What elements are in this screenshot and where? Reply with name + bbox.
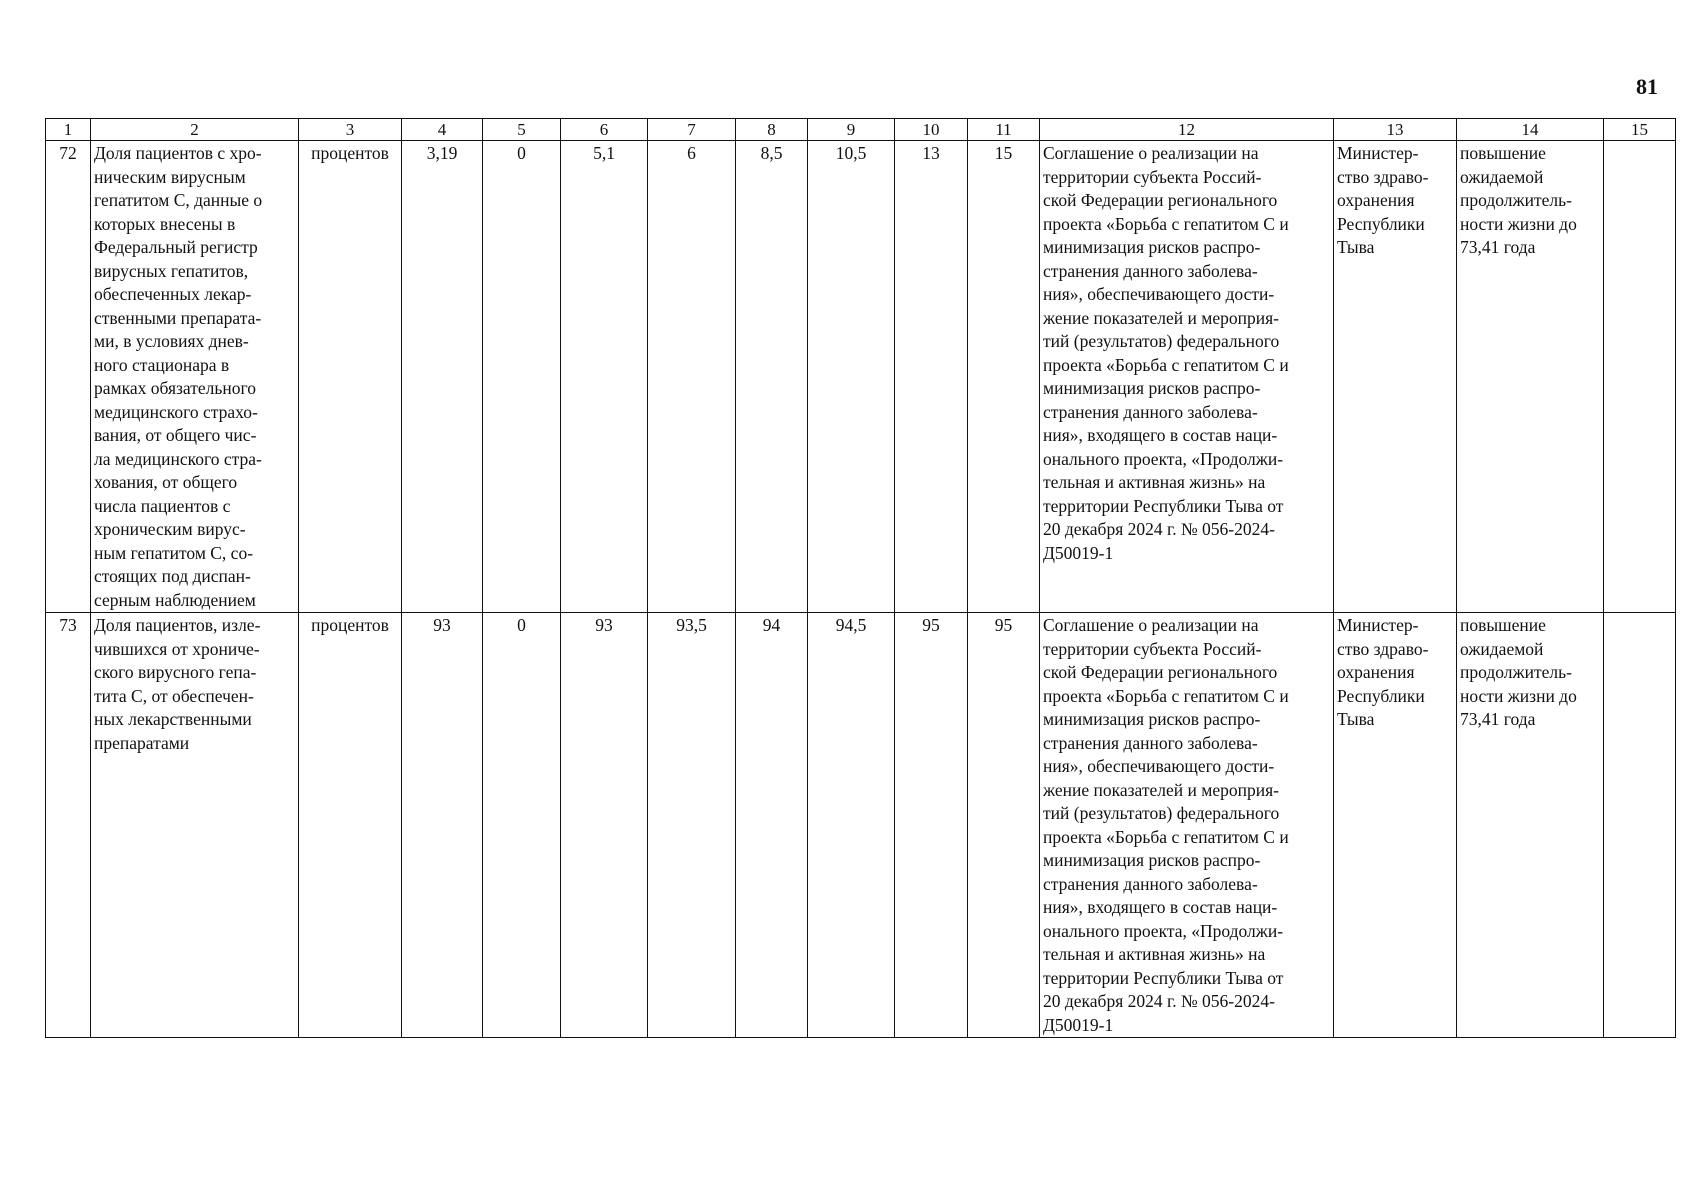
value-col-9: 10,5 bbox=[808, 141, 895, 613]
value-col-10: 95 bbox=[895, 613, 968, 1038]
unit: процентов bbox=[299, 613, 402, 1038]
indicators-table bbox=[45, 118, 1676, 1038]
value-col-5: 0 bbox=[483, 613, 561, 1038]
agreement-text: Соглашение о реализации на территории субъекта Россий- ской Федерации регионального проекта «Борьба с гепатитом С и минимизация рисков распро- странения данного заболева- ния», обеспечивающего дости- жение показателей и мероприя- тий (результатов) федерального проекта «Борьба с гепатитом С и минимизация рисков распро- странения данного заболева- ния», входящего в состав наци- онального проекта, «Продолжи- тельная и активная жизнь» на территории Республики Тыва от 20 декабря 2024 г. № 056-2024- Д50019-1 bbox=[1040, 613, 1334, 1038]
column-number: 4 bbox=[402, 119, 483, 141]
column-number: 15 bbox=[1604, 119, 1676, 141]
page-number: 81 bbox=[1636, 74, 1658, 99]
responsible-body: Министер- ство здраво- охранения Республики Тыва bbox=[1334, 141, 1457, 613]
value-col-9: 94,5 bbox=[808, 613, 895, 1038]
column-number: 14 bbox=[1457, 119, 1604, 141]
value-col-10: 13 bbox=[895, 141, 968, 613]
goal-text: повышение ожидаемой продолжитель- ности жизни до 73,41 года bbox=[1457, 613, 1604, 1038]
column-number: 13 bbox=[1334, 119, 1457, 141]
value-col-8: 94 bbox=[736, 613, 808, 1038]
column-15-cell bbox=[1604, 141, 1676, 613]
column-number: 7 bbox=[648, 119, 736, 141]
column-number: 5 bbox=[483, 119, 561, 141]
unit: процентов bbox=[299, 141, 402, 613]
value-col-11: 95 bbox=[968, 613, 1040, 1038]
responsible-body: Министер- ство здраво- охранения Республики Тыва bbox=[1334, 613, 1457, 1038]
column-number: 1 bbox=[46, 119, 91, 141]
value-col-8: 8,5 bbox=[736, 141, 808, 613]
column-number: 11 bbox=[968, 119, 1040, 141]
value-col-6: 5,1 bbox=[561, 141, 648, 613]
column-number: 10 bbox=[895, 119, 968, 141]
column-number: 9 bbox=[808, 119, 895, 141]
column-number: 2 bbox=[91, 119, 299, 141]
table-row bbox=[46, 141, 1676, 613]
column-number-row bbox=[46, 119, 1676, 141]
indicator-name: Доля пациентов, изле- чившихся от хрониче- ского вирусного гепа- тита С, от обеспечен- ных лекарственными препаратами bbox=[91, 613, 299, 1038]
agreement-text: Соглашение о реализации на территории субъекта Россий- ской Федерации регионального проекта «Борьба с гепатитом С и минимизация рисков распро- странения данного заболева- ния», обеспечивающего дости- жение показателей и мероприя- тий (результатов) федерального проекта «Борьба с гепатитом С и минимизация рисков распро- странения данного заболева- ния», входящего в состав наци- онального проекта, «Продолжи- тельная и активная жизнь» на территории Республики Тыва от 20 декабря 2024 г. № 056-2024- Д50019-1 bbox=[1040, 141, 1334, 613]
column-number: 3 bbox=[299, 119, 402, 141]
value-col-4: 3,19 bbox=[402, 141, 483, 613]
value-col-6: 93 bbox=[561, 613, 648, 1038]
goal-text: повышение ожидаемой продолжитель- ности жизни до 73,41 года bbox=[1457, 141, 1604, 613]
column-15-cell bbox=[1604, 613, 1676, 1038]
column-number: 12 bbox=[1040, 119, 1334, 141]
value-col-5: 0 bbox=[483, 141, 561, 613]
indicator-name: Доля пациентов с хро- ническим вирусным гепатитом С, данные о которых внесены в Федеральный регистр вирусных гепатитов, обеспеченных лекар- ственными препарата- ми, в условиях днев- ного стационара в рамках обязательного медицинского страхо- вания, от общего чис- ла медицинского стра- хования, от общего числа пациентов с хроническим вирус- ным гепатитом С, со- стоящих под диспан- серным наблюдением bbox=[91, 141, 299, 613]
table-row bbox=[46, 613, 1676, 1038]
row-number: 72 bbox=[46, 141, 91, 613]
value-col-7: 6 bbox=[648, 141, 736, 613]
column-number: 8 bbox=[736, 119, 808, 141]
value-col-4: 93 bbox=[402, 613, 483, 1038]
column-number: 6 bbox=[561, 119, 648, 141]
value-col-7: 93,5 bbox=[648, 613, 736, 1038]
row-number: 73 bbox=[46, 613, 91, 1038]
value-col-11: 15 bbox=[968, 141, 1040, 613]
